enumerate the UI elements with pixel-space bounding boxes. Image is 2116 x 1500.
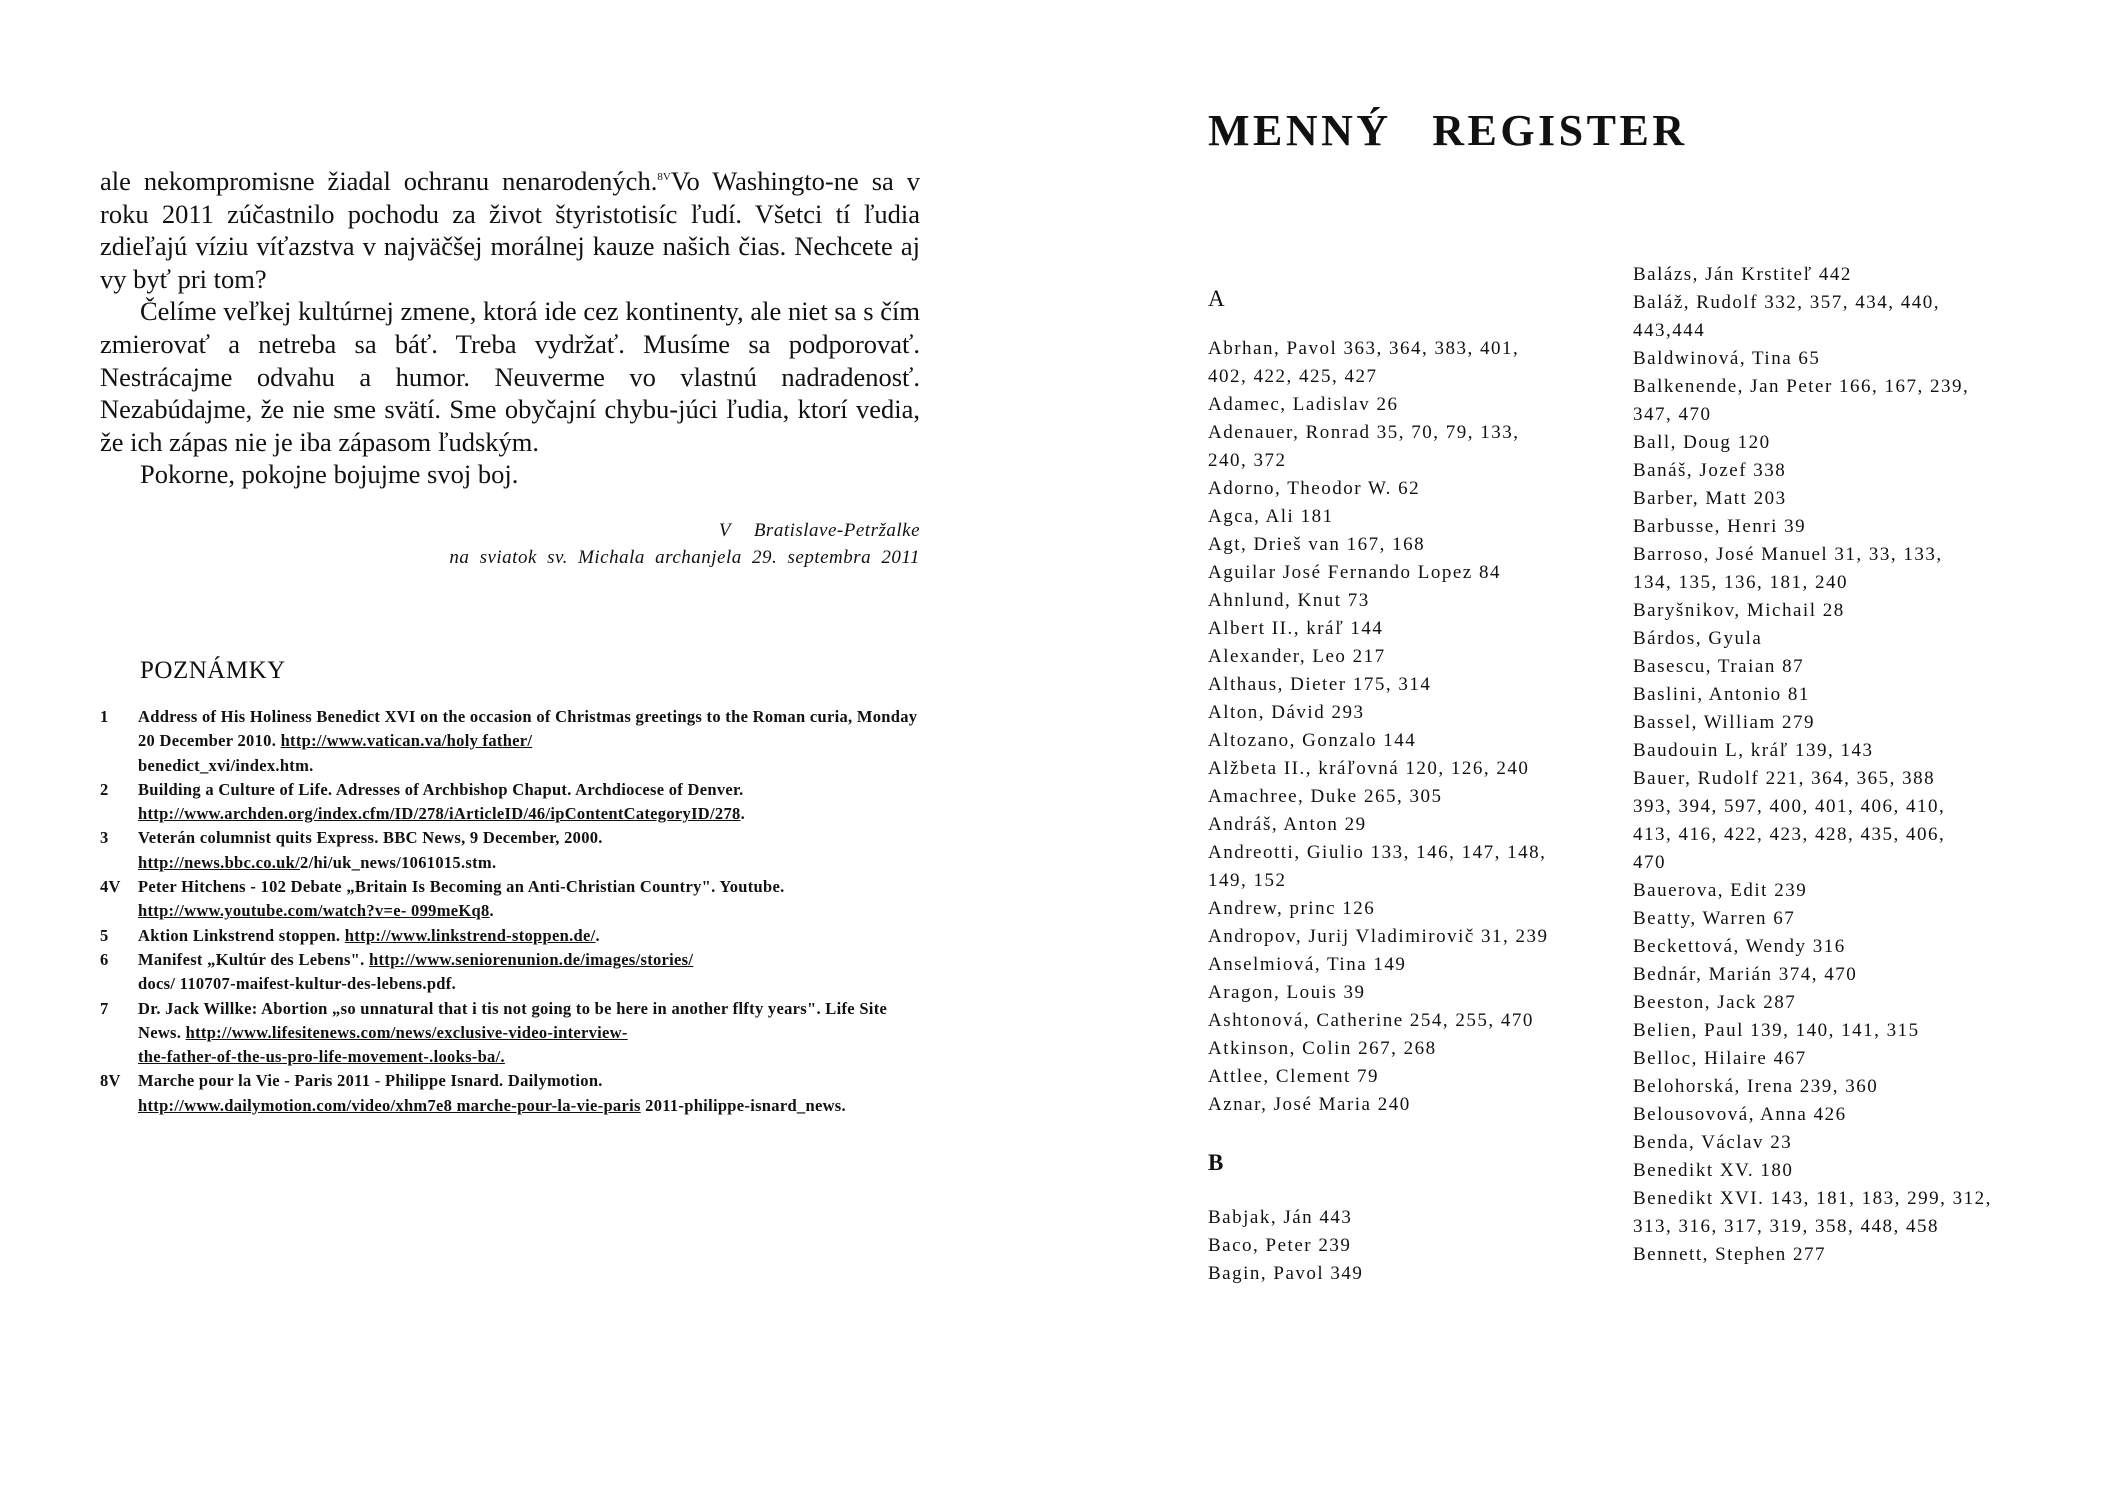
note-item: 2 Building a Culture of Life. Adresses of Archbishop Chaput. Archdiocese of Denver. http://www.archden.org/index.cfm/ID/278/iArticleID/46/ipContentCategoryID/278. [100, 779, 745, 824]
note-item: 8V Marche pour la Vie - Paris 2011 - Philippe Isnard. Dailymotion. http://www.dailymotion.com/video/xhm7e8 marche-pour-la-vie-paris 2011-philippe-isnard_news. [100, 1071, 846, 1115]
register-entry: Albert II., kráľ 144 [1208, 618, 1384, 639]
register-entry: Balázs, Ján Krstiteľ 442 [1633, 264, 1852, 285]
register-entry: Belien, Paul 139, 140, 141, 315 [1633, 1020, 1920, 1041]
register-entry: Baslini, Antonio 81 [1633, 684, 1810, 705]
register-entry: Alton, Dávid 293 [1208, 702, 1365, 723]
note-item: 1 Address of His Holiness Benedict XVI on the occasion of Christmas greetings to the Roman curia, Monday 20 December 2010. http://www.vatican.va/holy father/ benedict_xvi/index.htm. [100, 706, 918, 775]
notes-list [100, 705, 920, 1118]
register-entry: Attlee, Clement 79 [1208, 1066, 1380, 1087]
note-number: 2 [100, 779, 109, 799]
register-entry: Belohorská, Irena 239, 360 [1633, 1076, 1879, 1097]
note-link[interactable]: http://www.archden.org/index.cfm/ID/278/iArticleID/46/ipContentCategoryID/278 [138, 804, 741, 824]
note-link[interactable]: http://news.bbc.co.uk/ [138, 852, 301, 872]
register-entry: Baláž, Rudolf 332, 357, 434, 440, 443,444 [1633, 292, 1941, 341]
note-item: 4V Peter Hitchens - 102 Debate „Britain Is Becoming an Anti-Christian Country". Youtube. http://www.youtube.com/watch?v=e- 099meKq8. [100, 877, 785, 921]
note-number: 3 [100, 828, 109, 848]
paragraph-3: Pokorne, pokojne bojujme svoj boj. [140, 459, 519, 490]
register-entry: Atkinson, Colin 267, 268 [1208, 1038, 1437, 1059]
register-entry: Barbusse, Henri 39 [1633, 516, 1807, 537]
register-entry: Ahnlund, Knut 73 [1208, 590, 1370, 611]
note-number: 7 [100, 998, 109, 1018]
note-number: 4V [100, 877, 121, 897]
register-entry: Alžbeta II., kráľovná 120, 126, 240 [1208, 758, 1530, 779]
register-entry: Bassel, William 279 [1633, 712, 1816, 733]
register-entry: Benda, Václav 23 [1633, 1132, 1793, 1153]
note-number: 1 [100, 706, 109, 726]
register-entry: Baryšnikov, Michail 28 [1633, 600, 1845, 621]
register-title: MENNÝ REGISTER [1208, 106, 1688, 155]
register-entry: Bauerova, Edit 239 [1633, 880, 1808, 901]
register-entry: Bauer, Rudolf 221, 364, 365, 388 393, 394, 597, 400, 401, 406, 410, 413, 416, 422, 423, 428, 435, 406, 470 [1633, 768, 1946, 873]
paragraph-2: Čelíme veľkej kultúrnej zmene, ktorá ide cez kontinenty, ale niet sa s čím zmierovať a netreba sa báť. Treba vydržať. Musíme sa podporovať. Nestrácajme odvahu a humor. Neuverme vo vlastnú nadradenosť. Nezabúdajme, že nie sme svätí. Sme obyčajní chybu-júci ľudia, ktorí vedia, že ich zápas nie je iba zápasom ľudským. [100, 296, 920, 457]
register-entry: Bárdos, Gyula [1633, 628, 1763, 649]
signature [100, 517, 920, 571]
register-entry: Ashtonová, Catherine 254, 255, 470 [1208, 1010, 1534, 1031]
paragraph-1: ale nekompromisne žiadal ochranu nenarodených.$^{8V}$Vo Washingto-ne sa v roku 2011 zúčastnilo pochodu za život štyristotisíc ľudí. Všetci tí ľudia zdieľajú víziu víťazstva v najväčšej morálnej kauze našich čias. Nechcete aj vy byť pri tom? [100, 166, 920, 294]
register-entry: Barroso, José Manuel 31, 33, 133, 134, 135, 136, 181, 240 [1633, 544, 1943, 593]
register-entry: Aragon, Louis 39 [1208, 982, 1366, 1003]
notes-heading: POZNÁMKY [140, 656, 286, 684]
register-entry: Adamec, Ladislav 26 [1208, 394, 1399, 415]
register-entry: Bednár, Marián 374, 470 [1633, 964, 1858, 985]
register-entry: Baco, Peter 239 [1208, 1235, 1352, 1256]
register-column-1 [1208, 271, 1628, 1288]
register-entry: Andráš, Anton 29 [1208, 814, 1367, 835]
note-item: 3 Veterán columnist quits Express. BBC News, 9 December, 2000. http://news.bbc.co.uk/2/hi/uk_news/1061015.stm. [100, 828, 603, 872]
signature-place: V Bratislave-Petržalke [718, 519, 920, 541]
register-entry: Altozano, Gonzalo 144 [1208, 730, 1417, 751]
right-page [1208, 105, 2028, 1284]
register-entry: Aznar, José Maria 240 [1208, 1094, 1411, 1115]
register-entry: Banáš, Jozef 338 [1633, 460, 1787, 481]
register-entry: Andrew, princ 126 [1208, 898, 1376, 919]
register-entry: Belloc, Hilaire 467 [1633, 1048, 1807, 1069]
signature-date: na sviatok sv. Michala archanjela 29. septembra 2011 [449, 546, 920, 568]
register-entry: Alexander, Leo 217 [1208, 646, 1386, 667]
note-link[interactable]: http://www.vatican.va/holy father/ [280, 731, 533, 751]
register-entry: Aguilar José Fernando Lopez 84 [1208, 562, 1501, 583]
note-link[interactable]: http://www.dailymotion.com/video/xhm7e8 marche-pour-la-vie-paris [138, 1095, 641, 1115]
note-item: 6 Manifest „Kultúr des Lebens". http://www.seniorenunion.de/images/stories/ docs/ 110707-maifest-kultur-des-lebens.pdf. [100, 949, 694, 994]
footnote-ref: 8V [657, 171, 671, 184]
register-entry: Baudouin L, kráľ 139, 143 [1633, 740, 1874, 761]
note-number: 6 [100, 949, 109, 969]
note-link[interactable]: http://www.linkstrend-stoppen.de/ [344, 925, 596, 945]
register-entry: Barber, Matt 203 [1633, 488, 1787, 509]
register-entry: Amachree, Duke 265, 305 [1208, 786, 1443, 807]
register-entry: Andreotti, Giulio 133, 146, 147, 148, 149, 152 [1208, 842, 1547, 891]
letter-heading-a: A [1208, 286, 1225, 311]
register-entry: Ball, Doug 120 [1633, 432, 1771, 453]
entries-a [1208, 335, 1628, 1119]
register-entry: Adenauer, Ronrad 35, 70, 79, 133, 240, 372 [1208, 422, 1520, 471]
register-entry: Benedikt XVI. 143, 181, 183, 299, 312, 313, 316, 317, 319, 358, 448, 458 [1633, 1188, 1992, 1237]
note-item: 5 Aktion Linkstrend stoppen. http://www.linkstrend-stoppen.de/. [100, 924, 920, 948]
register-entry: Belousovová, Anna 426 [1633, 1104, 1847, 1125]
register-entry: Beckettová, Wendy 316 [1633, 936, 1846, 957]
register-entry: Althaus, Dieter 175, 314 [1208, 674, 1432, 695]
register-entry: Adorno, Theodor W. 62 [1208, 478, 1421, 499]
note-link[interactable]: http://www.lifesitenews.com/news/exclusive-video-interview- [185, 1022, 628, 1042]
register-entry: Balkenende, Jan Peter 166, 167, 239, 347, 470 [1633, 376, 1970, 425]
register-entry: Beatty, Warren 67 [1633, 908, 1796, 929]
register-entry: Baldwinová, Tina 65 [1633, 348, 1821, 369]
register-entry: Babjak, Ján 443 [1208, 1207, 1353, 1228]
register-entry: Abrhan, Pavol 363, 364, 383, 401, 402, 422, 425, 427 [1208, 338, 1520, 387]
note-link[interactable]: http://www.seniorenunion.de/images/stories/ [369, 949, 694, 969]
register-entry: Basescu, Traian 87 [1633, 656, 1805, 677]
letter-heading-b: B [1208, 1150, 1224, 1175]
note-item: 7 Dr. Jack Willke: Abortion „so unnatural that i tis not going to be here in another flfty years". Life Site News. http://www.lifesitenews.com/news/exclusive-video-interview- the-father-of-the-us-pro-life-movement-.looks-ba/. [100, 998, 888, 1067]
left-page [100, 165, 920, 1118]
body-text [100, 165, 920, 491]
register-entry: Benedikt XV. 180 [1633, 1160, 1794, 1181]
note-number: 5 [100, 925, 109, 945]
register-entry: Beeston, Jack 287 [1633, 992, 1797, 1013]
register-entry: Agt, Drieš van 167, 168 [1208, 534, 1426, 555]
register-entry: Andropov, Jurij Vladimirovič 31, 239 Anselmiová, Tina 149 [1208, 926, 1549, 975]
entries-b [1208, 1204, 1628, 1288]
register-entry: Agca, Ali 181 [1208, 506, 1334, 527]
note-number: 8V [100, 1071, 121, 1091]
register-entry: Bagin, Pavol 349 [1208, 1263, 1364, 1284]
register-entry: Bennett, Stephen 277 [1633, 1244, 1827, 1265]
note-link[interactable]: http://www.youtube.com/watch?v=e- 099meKq8 [138, 901, 490, 921]
register-column-2 [1633, 261, 2033, 1269]
